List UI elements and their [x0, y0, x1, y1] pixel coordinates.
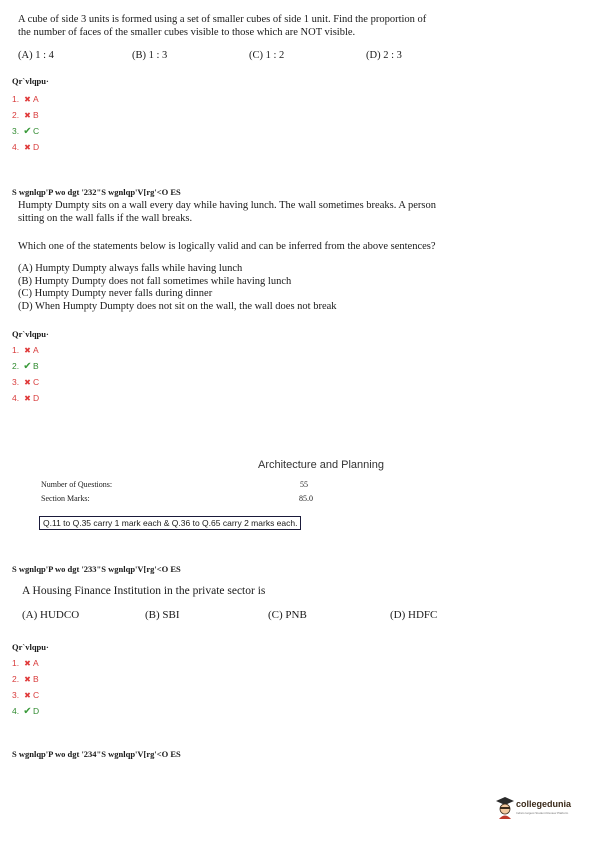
q3-answer-2[interactable]: [12, 671, 39, 687]
q1-option-b: (B) 1 : 3: [132, 50, 168, 61]
answer-number: 1.: [12, 94, 20, 104]
answer-letter: B: [33, 674, 39, 684]
section-title: Architecture and Planning: [258, 459, 384, 471]
q3-text: A Housing Finance Institution in the private sector is: [22, 585, 266, 597]
q4-id: S wgnlqp'P wo dgt '234"S wgnlqp'V[rg'<O ES: [12, 749, 181, 759]
q2-answer-3[interactable]: [12, 374, 39, 390]
q1-answer-2[interactable]: [12, 107, 39, 123]
answer-number: 2.: [12, 674, 20, 684]
q2-id: S wgnlqp'P wo dgt '232"S wgnlqp'V[rg'<O ES: [12, 187, 181, 197]
q3-answer-4[interactable]: [12, 703, 39, 719]
q2-text: [18, 200, 436, 225]
q2-statement-d: (D) When Humpty Dumpty does not sit on the wall, the wall does not break: [18, 300, 337, 312]
section-marks-value: 85.0: [299, 494, 313, 503]
answer-number: 1.: [12, 345, 20, 355]
section-marks-label: Section Marks:: [41, 494, 90, 503]
marks-note: Q.11 to Q.35 carry 1 mark each & Q.36 to Q.65 carry 2 marks each.: [39, 516, 301, 530]
q2-statements: [18, 263, 337, 313]
answer-letter: B: [33, 361, 39, 371]
q1-answer-3[interactable]: [12, 123, 39, 139]
check-icon: ✔: [23, 705, 32, 717]
cross-icon: ✖: [24, 674, 31, 684]
answer-letter: C: [33, 377, 40, 387]
q2-answer-list: [12, 342, 39, 406]
check-icon: ✔: [23, 360, 32, 372]
q3-answer-list: [12, 655, 39, 719]
q1-answer-1[interactable]: [12, 91, 39, 107]
q3-option-d: (D) HDFC: [390, 609, 438, 621]
answer-letter: C: [33, 126, 40, 136]
cross-icon: ✖: [24, 142, 31, 152]
answer-letter: C: [33, 690, 40, 700]
q2-answer-2[interactable]: [12, 358, 39, 374]
q2-answer-4[interactable]: [12, 390, 39, 406]
q1-answer-list: [12, 91, 39, 155]
cross-icon: ✖: [24, 377, 31, 387]
q2-text-line2: sitting on the wall falls if the wall breaks.: [18, 212, 193, 224]
answer-number: 2.: [12, 110, 20, 120]
answer-number: 4.: [12, 142, 20, 152]
q2-text-line1: Humpty Dumpty sits on a wall every day while having lunch. The wall sometimes breaks. A person: [18, 200, 436, 211]
q1-text-line2: the number of faces of the smaller cubes visible to those which are NOT visible.: [18, 26, 356, 38]
cross-icon: ✖: [24, 690, 31, 700]
num-questions-value: 55: [300, 480, 308, 489]
q2-answer-1[interactable]: [12, 342, 39, 358]
answer-number: 3.: [12, 377, 20, 387]
answer-number: 2.: [12, 361, 20, 371]
q1-option-c: (C) 1 : 2: [249, 50, 285, 61]
cross-icon: ✖: [24, 393, 31, 403]
q3-option-b: (B) SBI: [145, 609, 180, 621]
q1-text: [18, 14, 426, 39]
answer-letter: A: [33, 94, 39, 104]
q2-statement-b: (B) Humpty Dumpty does not fall sometimes while having lunch: [18, 275, 292, 287]
q1-answer-4[interactable]: [12, 139, 39, 155]
answer-number: 3.: [12, 126, 20, 136]
q1-text-line1: A cube of side 3 units is formed using a set of smaller cubes of side 1 unit. Find the proportion of: [18, 14, 427, 25]
q3-options-label: Qr`vlqpu·: [12, 642, 49, 652]
q3-option-a: (A) HUDCO: [22, 609, 80, 621]
q3-id: S wgnlqp'P wo dgt '233"S wgnlqp'V[rg'<O ES: [12, 564, 181, 574]
q1-options-label: Qr`vlqpu·: [12, 76, 49, 86]
cross-icon: ✖: [24, 94, 31, 104]
answer-number: 4.: [12, 393, 20, 403]
answer-letter: D: [33, 393, 40, 403]
graduate-icon: [496, 797, 514, 819]
q2-question: Which one of the statements below is logically valid and can be inferred from the above sentences?: [18, 241, 436, 252]
answer-letter: A: [33, 658, 39, 668]
q3-answer-3[interactable]: [12, 687, 39, 703]
q2-options-label: Qr`vlqpu·: [12, 329, 49, 339]
cross-icon: ✖: [24, 658, 31, 668]
answer-number: 1.: [12, 658, 20, 668]
q1-option-d: (D) 2 : 3: [366, 50, 402, 61]
check-icon: ✔: [23, 125, 32, 137]
logo-name: collegedunia: [516, 799, 572, 809]
q3-answer-1[interactable]: [12, 655, 39, 671]
answer-letter: B: [33, 110, 39, 120]
answer-letter: D: [33, 706, 40, 716]
collegedunia-logo[interactable]: [496, 795, 586, 825]
q1-option-a: (A) 1 : 4: [18, 50, 54, 61]
q2-statement-c: (C) Humpty Dumpty never falls during dinner: [18, 288, 213, 299]
logo-tagline: India's largest Student Review Platform: [516, 811, 569, 815]
answer-number: 3.: [12, 690, 20, 700]
cross-icon: ✖: [24, 345, 31, 355]
answer-letter: A: [33, 345, 39, 355]
answer-number: 4.: [12, 706, 20, 716]
num-questions-label: Number of Questions:: [41, 480, 113, 489]
cross-icon: ✖: [24, 110, 31, 120]
q2-statement-a: (A) Humpty Dumpty always falls while having lunch: [18, 263, 243, 274]
q3-option-c: (C) PNB: [268, 609, 307, 621]
answer-letter: D: [33, 142, 40, 152]
